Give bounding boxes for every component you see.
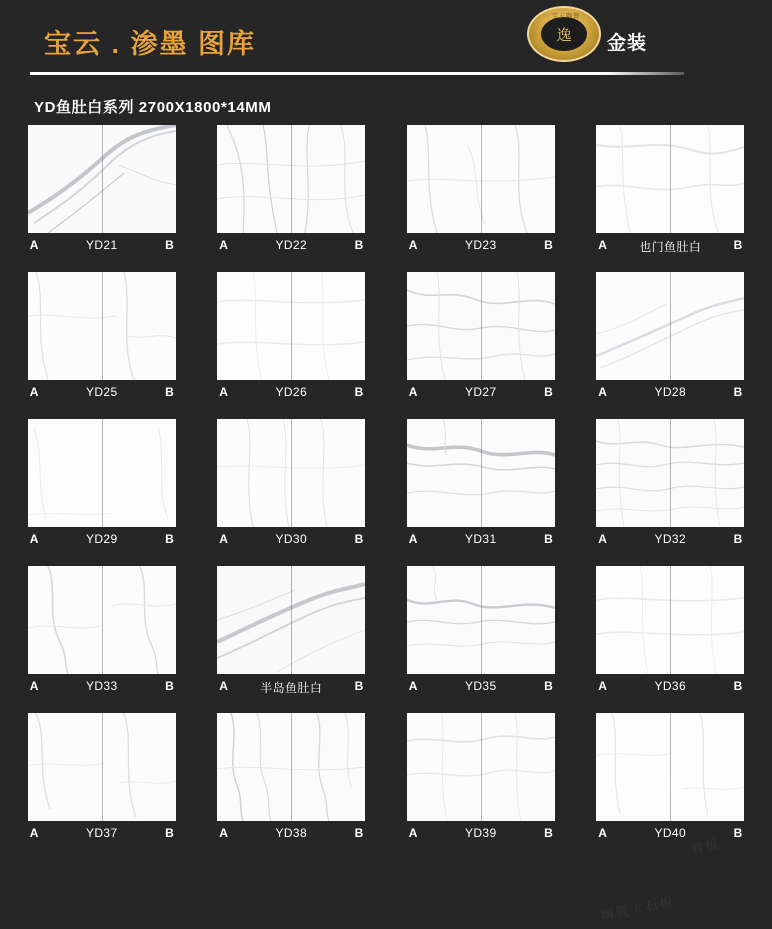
slab-image: [217, 419, 365, 527]
logo-label: 金装: [607, 33, 648, 54]
tile-card[interactable]: [200, 419, 384, 548]
tile-code: YD29: [85, 532, 118, 546]
tile-card[interactable]: [10, 272, 194, 401]
slab-image: [596, 419, 744, 527]
slab-image: [217, 566, 365, 674]
label-a: A: [219, 826, 228, 840]
tile-code: YD33: [85, 679, 118, 693]
label-b: B: [544, 385, 553, 399]
tile-caption: [407, 238, 555, 254]
tile-code: YD35: [464, 679, 497, 693]
label-b: B: [354, 385, 364, 399]
label-b: B: [354, 238, 364, 252]
slab-image: [407, 125, 555, 233]
label-a: A: [29, 679, 39, 693]
tile-caption: [28, 238, 176, 254]
label-b: B: [165, 532, 174, 546]
tile-code: YD22: [275, 238, 308, 252]
label-a: A: [219, 532, 228, 546]
tile-card[interactable]: [579, 566, 763, 695]
tile-card[interactable]: [389, 419, 573, 548]
label-b: B: [733, 826, 743, 840]
slab-image: [28, 713, 176, 821]
label-a: A: [29, 238, 39, 252]
label-a: A: [598, 238, 607, 252]
label-b: B: [544, 826, 553, 840]
label-b: B: [354, 826, 364, 840]
tile-code: YD39: [464, 826, 497, 840]
tile-code: YD27: [464, 385, 497, 399]
tile-card[interactable]: [389, 272, 573, 401]
tile-code: YD21: [85, 238, 118, 252]
page-title: 宝云 . 渗墨 图库: [44, 29, 257, 59]
label-a: A: [29, 385, 39, 399]
label-b: B: [165, 385, 174, 399]
tile-code: YD37: [85, 826, 118, 840]
label-a: A: [408, 238, 418, 252]
tile-card[interactable]: [200, 713, 384, 842]
tile-caption: [217, 385, 365, 401]
slab-image: [407, 713, 555, 821]
label-a: A: [408, 532, 418, 546]
tile-code: 半岛鱼肚白: [260, 681, 323, 695]
tile-code: YD26: [275, 385, 308, 399]
tile-card[interactable]: [10, 419, 194, 548]
tile-card[interactable]: [579, 272, 763, 401]
tile-caption: [596, 238, 744, 254]
header-divider: [30, 72, 684, 75]
tile-caption: [407, 385, 555, 401]
tile-code: YD40: [654, 826, 687, 840]
slab-image: [596, 566, 744, 674]
slab-seam: [481, 566, 482, 674]
slab-image: [217, 713, 365, 821]
logo-badge-icon: [527, 6, 601, 62]
tile-caption: [28, 679, 176, 695]
label-a: A: [408, 679, 418, 693]
tile-card[interactable]: [200, 125, 384, 254]
tile-code: YD32: [654, 532, 687, 546]
tile-caption: [596, 826, 744, 842]
watermark: 陶瓷大石板: [599, 893, 676, 924]
label-b: B: [544, 238, 553, 252]
slab-image: [407, 566, 555, 674]
label-a: A: [219, 238, 228, 252]
label-b: B: [544, 532, 553, 546]
slab-image: [28, 566, 176, 674]
tile-code: YD38: [275, 826, 308, 840]
slab-seam: [481, 125, 482, 233]
slab-seam: [102, 713, 103, 821]
slab-image: [407, 419, 555, 527]
slab-image: [596, 125, 744, 233]
slab-seam: [670, 125, 671, 233]
tile-code: 也门鱼肚白: [639, 240, 702, 254]
slab-image: [407, 272, 555, 380]
tile-card[interactable]: [579, 419, 763, 548]
label-a: A: [408, 826, 418, 840]
label-a: A: [598, 826, 607, 840]
tile-caption: [407, 679, 555, 695]
slab-seam: [102, 272, 103, 380]
tile-card[interactable]: [200, 566, 384, 695]
slab-seam: [670, 272, 671, 380]
tile-caption: [28, 385, 176, 401]
slab-seam: [102, 419, 103, 527]
slab-seam: [291, 419, 292, 527]
tile-card[interactable]: [200, 272, 384, 401]
tile-card[interactable]: [389, 566, 573, 695]
label-b: B: [354, 679, 364, 693]
label-a: A: [29, 532, 39, 546]
tile-code: YD31: [464, 532, 497, 546]
tile-code: YD36: [654, 679, 687, 693]
tile-caption: [596, 532, 744, 548]
tile-caption: [217, 826, 365, 842]
slab-image: [28, 419, 176, 527]
label-b: B: [165, 679, 174, 693]
tile-caption: [217, 679, 365, 695]
label-b: B: [165, 238, 174, 252]
tile-caption: [596, 385, 744, 401]
tile-card[interactable]: [10, 713, 194, 842]
slab-seam: [291, 566, 292, 674]
tile-caption: [28, 532, 176, 548]
tile-caption: [217, 238, 365, 254]
label-b: B: [354, 532, 364, 546]
tile-card[interactable]: [579, 713, 763, 842]
slab-seam: [670, 419, 671, 527]
label-b: B: [733, 532, 743, 546]
tile-card[interactable]: [10, 125, 194, 254]
slab-seam: [670, 566, 671, 674]
tile-caption: [407, 532, 555, 548]
logo-glyph: 逸: [541, 17, 587, 51]
label-b: B: [733, 385, 743, 399]
slab-seam: [670, 713, 671, 821]
slab-seam: [481, 713, 482, 821]
tile-code: YD25: [85, 385, 118, 399]
series-title: YD鱼肚白系列 2700X1800*14MM: [34, 99, 272, 116]
tile-card[interactable]: [10, 566, 194, 695]
tile-caption: [28, 826, 176, 842]
slab-seam: [102, 566, 103, 674]
label-a: A: [219, 385, 228, 399]
brand-logo: [527, 6, 648, 64]
slab-image: [596, 272, 744, 380]
slab-seam: [481, 272, 482, 380]
tile-caption: [217, 532, 365, 548]
slab-seam: [102, 125, 103, 233]
label-a: A: [408, 385, 418, 399]
tile-code: YD30: [275, 532, 308, 546]
logo-arc-text: 宝云陶瓷: [551, 14, 580, 20]
slab-image: [28, 125, 176, 233]
label-b: B: [733, 238, 743, 252]
page-header: [0, 0, 772, 78]
tile-code: YD28: [654, 385, 687, 399]
tile-caption: [407, 826, 555, 842]
slab-image: [217, 125, 365, 233]
tile-card[interactable]: [389, 125, 573, 254]
slab-seam: [291, 713, 292, 821]
slab-image: [217, 272, 365, 380]
label-b: B: [544, 679, 553, 693]
label-a: A: [219, 679, 228, 693]
slab-image: [28, 272, 176, 380]
label-b: B: [733, 679, 743, 693]
slab-seam: [291, 125, 292, 233]
slab-image: [596, 713, 744, 821]
label-b: B: [165, 826, 174, 840]
tile-card[interactable]: [389, 713, 573, 842]
tile-caption: [596, 679, 744, 695]
label-a: A: [598, 532, 607, 546]
label-a: A: [598, 679, 607, 693]
label-a: A: [29, 826, 39, 840]
label-a: A: [598, 385, 607, 399]
watermark: 岩板: [688, 836, 722, 857]
tile-code: YD23: [464, 238, 497, 252]
slab-seam: [291, 272, 292, 380]
tile-card[interactable]: [579, 125, 763, 254]
tile-grid: [0, 125, 772, 842]
slab-seam: [481, 419, 482, 527]
